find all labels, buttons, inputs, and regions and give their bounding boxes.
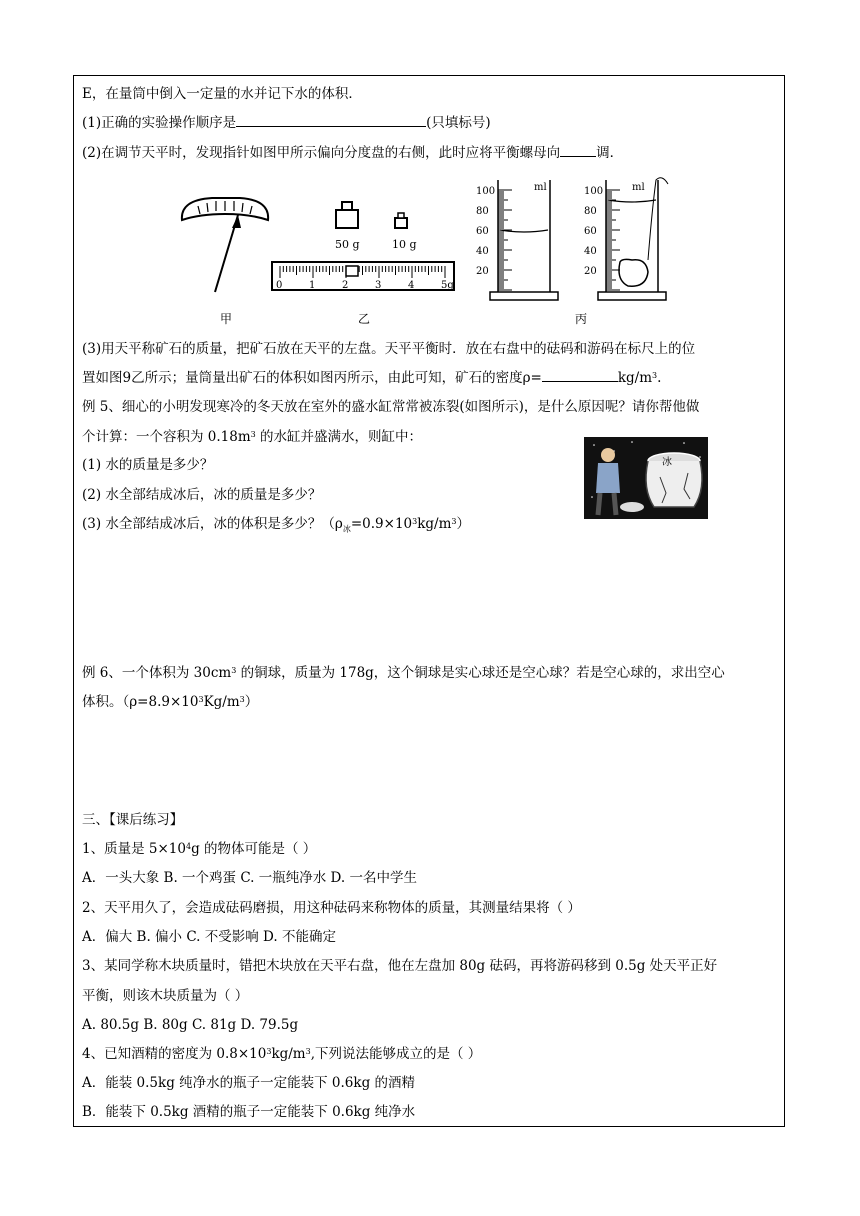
cylinder-tick-label: 100 (584, 186, 604, 197)
ex6-text-end: 的铜球，质量为 178g，这个铜球是实心球还是空心球？若是空心球的，求出空心 (236, 665, 725, 681)
ruler-tick-label: 1 (309, 280, 316, 291)
ex5-question-2: (2) 水全部结成冰后，冰的质量是多少？ (82, 487, 322, 503)
ex6-text: 例 6、一个体积为 30cm (82, 665, 232, 681)
q2-text: (2)在调节天平时，发现指针如图甲所示偏向分度盘的右侧，此时应将平衡螺母向 (82, 145, 561, 161)
superscript: 3 (231, 666, 237, 675)
weights-yi (336, 202, 407, 228)
question-3-line1: (3)用天平称矿石的质量，把矿石放在天平的左盘。天平平衡时．放在右盘中的砝码和游码在标尺上的位 (82, 341, 696, 357)
caption-bing: 丙 (575, 312, 588, 326)
q3-text: 置如图9乙所示；量筒量出矿石的体积如图丙所示，由此可知，矿石的密度ρ= (82, 370, 542, 386)
paren: ） (456, 516, 470, 532)
question-2 (82, 144, 623, 162)
ex5-text: 个计算：一个容积为 0.18m (82, 429, 251, 445)
superscript: 3 (412, 517, 418, 526)
practice-2-options: A．偏大 B. 偏小 C. 不受影响 D. 不能确定 (82, 929, 336, 945)
ex6-text: 体积。（ρ=8.9×10 (82, 694, 199, 710)
practice-3-options: A. 80.5g B. 80g C. 81g D. 79.5g (82, 1017, 299, 1033)
cylinder-tick-label: 20 (584, 266, 597, 277)
cyl1-unit: ml (534, 182, 547, 193)
caption-jia: 甲 (220, 312, 233, 326)
superscript: 3 (250, 430, 256, 439)
example-6-line2 (82, 693, 258, 711)
ice-label: 冰 (662, 457, 672, 468)
cylinder-left (490, 180, 558, 300)
p1-text: 1、质量是 5×10 (82, 841, 186, 857)
ruler-tick-label: 5g (441, 280, 454, 291)
cylinder-tick-label: 60 (476, 226, 489, 237)
subscript: 冰 (342, 524, 351, 534)
superscript: 4 (185, 842, 192, 851)
experiment-figure (170, 170, 670, 330)
q2-suffix: 调． (596, 145, 624, 161)
q1-suffix: (只填标号) (426, 115, 491, 131)
q1-text: (1)正确的实验操作顺序是 (82, 115, 237, 131)
example-5-line2 (82, 428, 422, 446)
cylinder-tick-label: 40 (584, 246, 597, 257)
cylinder-tick-label: 80 (584, 206, 597, 217)
practice-3-line2: 平衡，则该木块质量为（ ） (82, 988, 249, 1004)
example-5-line1: 例 5、细心的小明发现寒冷的冬天放在室外的盛水缸常常被冻裂(如图所示)，是什么原因呢？请你帮他做 (82, 399, 700, 415)
cylinder-tick-label: 40 (476, 246, 489, 257)
ex5-text-end: 的水缸并盛满水，则缸中： (255, 429, 423, 445)
unit: Kg/m (203, 694, 240, 710)
practice-3-line1: 3、某同学称木块质量时，错把木块放在天平右盘，他在左盘加 80g 砝码，再将游码移到 0.5g 处天平正好 (82, 958, 718, 974)
superscript: 3 (239, 695, 245, 704)
unit: kg/m (271, 1046, 306, 1062)
p4-text: 4、已知酒精的密度为 0.8×10 (82, 1046, 267, 1062)
caption-yi: 乙 (358, 312, 371, 326)
answer-blank[interactable] (236, 114, 426, 127)
ruler-yi (272, 262, 454, 290)
practice-4-option-a: A．能装 0.5kg 纯净水的瓶子一定能装下 0.6kg 的酒精 (82, 1075, 415, 1091)
cyl2-unit: ml (632, 182, 645, 193)
section-3-heading: 三、【课后练习】 (82, 812, 184, 828)
practice-4 (82, 1045, 481, 1063)
ex5-question-3 (82, 515, 470, 539)
line-e: E，在量筒中倒入一定量的水并记下水的体积． (82, 86, 362, 102)
cylinder-tick-label: 80 (476, 206, 489, 217)
ex5-question-1: (1) 水的质量是多少？ (82, 457, 214, 473)
q-text: (3) 水全部结成冰后，冰的体积是多少？（ρ (82, 516, 343, 532)
p1-text-end: g 的物体可能是（ ） (191, 841, 317, 857)
balance-dial-jia (182, 198, 268, 292)
superscript: 3 (451, 517, 457, 526)
practice-1-options: A．一头大象 B. 一个鸡蛋 C. 一瓶纯净水 D. 一名中学生 (82, 870, 417, 886)
p4-text-end: ,下列说法能够成立的是（ ） (310, 1046, 482, 1062)
cylinder-tick-label: 20 (476, 266, 489, 277)
ruler-tick-label: 4 (408, 280, 415, 291)
ice-jar-image (584, 437, 708, 519)
practice-4-option-b: B．能装下 0.5kg 酒精的瓶子一定能装下 0.6kg 纯净水 (82, 1104, 416, 1120)
cylinder-tick-label: 60 (584, 226, 597, 237)
unit: kg/m (417, 516, 452, 532)
answer-blank[interactable] (560, 144, 596, 157)
ruler-tick-label: 2 (342, 280, 349, 291)
cylinder-right (598, 178, 668, 300)
superscript: 3 (652, 371, 658, 380)
example-6-line1 (82, 664, 725, 682)
weight-10-label: 10 g (392, 238, 417, 251)
ruler-tick-label: 0 (276, 280, 283, 291)
practice-2: 2、天平用久了，会造成砝码磨损，用这种砝码来称物体的质量，其测量结果将（ ） (82, 900, 581, 916)
unit: kg/m (617, 370, 653, 386)
answer-blank[interactable] (542, 369, 618, 382)
question-1 (82, 114, 491, 132)
paren: ） (244, 694, 259, 710)
cylinder-tick-label: 100 (476, 186, 496, 197)
period: . (657, 370, 662, 386)
weight-50-label: 50 g (335, 238, 360, 251)
q-text-mid: =0.9×10 (350, 516, 413, 532)
superscript: 3 (198, 695, 204, 704)
superscript: 3 (305, 1047, 311, 1056)
ruler-tick-label: 3 (375, 280, 382, 291)
question-3-line2 (82, 369, 661, 387)
practice-1 (82, 840, 316, 858)
superscript: 3 (266, 1047, 272, 1056)
